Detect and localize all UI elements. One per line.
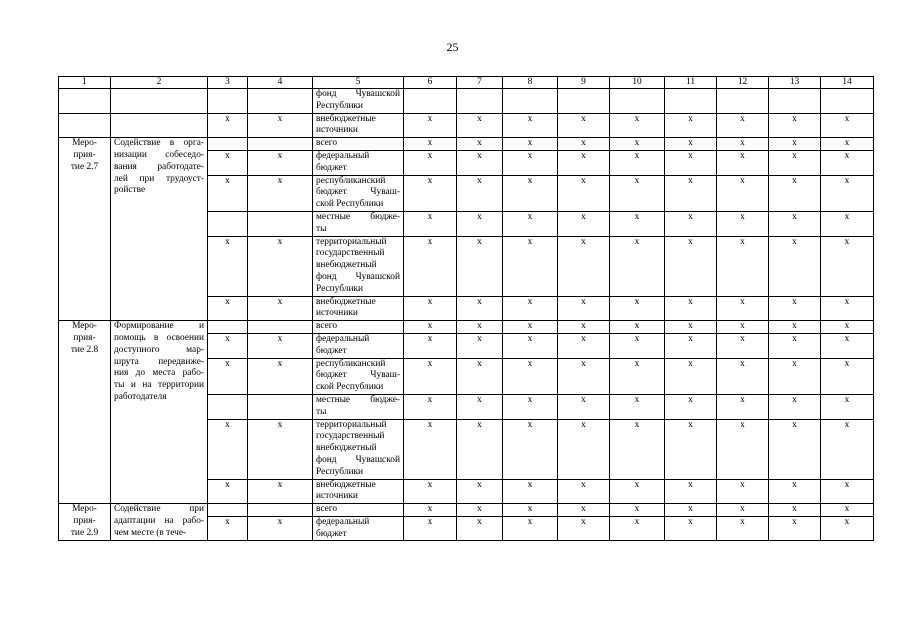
x-mark-cell: x bbox=[610, 321, 665, 334]
text-line: прия- bbox=[73, 332, 96, 343]
text-line: ты bbox=[316, 406, 327, 417]
x-mark-cell: x bbox=[457, 296, 503, 321]
x-mark-cell: x bbox=[558, 236, 610, 296]
x-mark-cell: x bbox=[503, 333, 558, 358]
x-mark-cell: x bbox=[717, 358, 769, 394]
text-line: Меро- bbox=[72, 504, 97, 515]
x-mark-cell: x bbox=[503, 516, 558, 541]
x-mark-cell: x bbox=[503, 113, 558, 138]
x-mark-cell: x bbox=[665, 504, 717, 517]
x-mark-cell: x bbox=[404, 113, 457, 138]
x-mark-cell: x bbox=[248, 516, 313, 541]
x-mark-cell: x bbox=[404, 333, 457, 358]
x-mark-cell: x bbox=[404, 150, 457, 175]
source-row bbox=[59, 89, 874, 114]
x-mark-cell: x bbox=[404, 236, 457, 296]
x-mark-cell: x bbox=[821, 358, 874, 394]
funding-source bbox=[313, 419, 404, 479]
x-mark-cell: x bbox=[610, 211, 665, 236]
x-mark-cell: x bbox=[404, 321, 457, 334]
empty-cell bbox=[404, 89, 457, 114]
x-mark-cell: x bbox=[821, 138, 874, 151]
x-mark-cell: x bbox=[821, 211, 874, 236]
text-line: Республики bbox=[316, 100, 364, 111]
column-header: 9 bbox=[558, 77, 610, 89]
x-mark-cell: x bbox=[558, 479, 610, 504]
activity-description bbox=[111, 321, 208, 504]
funding-source bbox=[313, 236, 404, 296]
x-mark-cell: x bbox=[248, 175, 313, 211]
source-row bbox=[59, 504, 874, 517]
text-line: бюджет bbox=[316, 528, 347, 539]
x-mark-cell: x bbox=[665, 150, 717, 175]
x-mark-cell: x bbox=[457, 113, 503, 138]
activity-number bbox=[59, 504, 111, 541]
x-mark-cell: x bbox=[248, 236, 313, 296]
x-mark-cell: x bbox=[558, 175, 610, 211]
empty-cell bbox=[59, 113, 111, 138]
x-mark-cell: x bbox=[208, 236, 248, 296]
source-row bbox=[59, 113, 874, 138]
x-mark-cell: x bbox=[665, 394, 717, 419]
x-mark-cell: x bbox=[717, 504, 769, 517]
x-mark-cell: x bbox=[457, 419, 503, 479]
x-mark-cell: x bbox=[558, 358, 610, 394]
funding-source bbox=[313, 394, 404, 419]
x-mark-cell: x bbox=[208, 479, 248, 504]
x-mark-cell: x bbox=[717, 419, 769, 479]
text-line: ты bbox=[316, 223, 327, 234]
x-mark-cell: x bbox=[503, 211, 558, 236]
x-mark-cell: x bbox=[665, 236, 717, 296]
x-mark-cell: x bbox=[665, 419, 717, 479]
x-mark-cell: x bbox=[769, 504, 821, 517]
x-mark-cell: x bbox=[208, 516, 248, 541]
x-mark-cell: x bbox=[404, 175, 457, 211]
x-mark-cell: x bbox=[665, 175, 717, 211]
text-line: фонд Чувашской bbox=[316, 454, 400, 465]
funding-source bbox=[313, 358, 404, 394]
funding-source bbox=[313, 113, 404, 138]
x-mark-cell: x bbox=[610, 333, 665, 358]
activity-description bbox=[111, 504, 208, 541]
empty-cell bbox=[111, 113, 208, 138]
x-mark-cell: x bbox=[503, 479, 558, 504]
page-number: 25 bbox=[446, 40, 459, 54]
x-mark-cell: x bbox=[665, 138, 717, 151]
x-mark-cell: x bbox=[558, 321, 610, 334]
empty-cell bbox=[208, 394, 248, 419]
text-line: доступного мар- bbox=[114, 344, 204, 355]
x-mark-cell: x bbox=[821, 296, 874, 321]
text-line: ты и на территории bbox=[114, 380, 204, 391]
x-mark-cell: x bbox=[717, 175, 769, 211]
column-header: 14 bbox=[821, 77, 874, 89]
x-mark-cell: x bbox=[208, 333, 248, 358]
empty-cell bbox=[208, 211, 248, 236]
x-mark-cell: x bbox=[610, 358, 665, 394]
x-mark-cell: x bbox=[769, 516, 821, 541]
x-mark-cell: x bbox=[717, 236, 769, 296]
x-mark-cell: x bbox=[503, 175, 558, 211]
text-line: внебюджетные bbox=[316, 296, 376, 307]
empty-cell bbox=[610, 89, 665, 114]
empty-cell bbox=[208, 504, 248, 517]
text-line: территориальный bbox=[316, 419, 387, 430]
x-mark-cell: x bbox=[457, 175, 503, 211]
x-mark-cell: x bbox=[404, 479, 457, 504]
x-mark-cell: x bbox=[457, 150, 503, 175]
text-line: Меро- bbox=[72, 138, 97, 149]
x-mark-cell: x bbox=[558, 394, 610, 419]
x-mark-cell: x bbox=[558, 504, 610, 517]
activity-description bbox=[111, 138, 208, 321]
x-mark-cell: x bbox=[248, 419, 313, 479]
funding-source bbox=[313, 150, 404, 175]
x-mark-cell: x bbox=[665, 516, 717, 541]
funding-source: всего bbox=[313, 321, 404, 334]
x-mark-cell: x bbox=[769, 419, 821, 479]
x-mark-cell: x bbox=[503, 358, 558, 394]
x-mark-cell: x bbox=[248, 150, 313, 175]
x-mark-cell: x bbox=[665, 211, 717, 236]
funding-source: всего bbox=[313, 504, 404, 517]
x-mark-cell: x bbox=[665, 113, 717, 138]
x-mark-cell: x bbox=[610, 394, 665, 419]
x-mark-cell: x bbox=[248, 113, 313, 138]
funding-source bbox=[313, 516, 404, 541]
x-mark-cell: x bbox=[208, 296, 248, 321]
x-mark-cell: x bbox=[503, 296, 558, 321]
text-line: внебюджетный bbox=[316, 443, 377, 454]
text-line: федеральный bbox=[316, 516, 370, 527]
text-line: тие 2.8 bbox=[70, 344, 99, 355]
text-line: источники bbox=[316, 491, 358, 502]
empty-cell bbox=[208, 89, 248, 114]
table-body bbox=[59, 77, 874, 541]
text-line: Формирование и bbox=[114, 321, 204, 332]
column-header: 8 bbox=[503, 77, 558, 89]
text-line: чем месте (в тече- bbox=[114, 527, 187, 538]
x-mark-cell: x bbox=[821, 516, 874, 541]
empty-cell bbox=[821, 89, 874, 114]
x-mark-cell: x bbox=[457, 394, 503, 419]
text-line: прия- bbox=[73, 149, 96, 160]
x-mark-cell: x bbox=[558, 516, 610, 541]
x-mark-cell: x bbox=[821, 236, 874, 296]
text-line: Содействие при bbox=[114, 504, 204, 515]
text-line: Республики bbox=[316, 283, 364, 294]
x-mark-cell: x bbox=[503, 236, 558, 296]
empty-cell bbox=[248, 504, 313, 517]
x-mark-cell: x bbox=[665, 321, 717, 334]
x-mark-cell: x bbox=[769, 211, 821, 236]
text-line: внебюджетные bbox=[316, 479, 376, 490]
column-header: 7 bbox=[457, 77, 503, 89]
column-header: 1 bbox=[59, 77, 111, 89]
empty-cell bbox=[457, 89, 503, 114]
x-mark-cell: x bbox=[208, 113, 248, 138]
funding-source: всего bbox=[313, 138, 404, 151]
x-mark-cell: x bbox=[821, 479, 874, 504]
x-mark-cell: x bbox=[717, 333, 769, 358]
x-mark-cell: x bbox=[208, 175, 248, 211]
x-mark-cell: x bbox=[769, 175, 821, 211]
x-mark-cell: x bbox=[821, 113, 874, 138]
text-line: местные бюдже- bbox=[316, 211, 400, 222]
source-row bbox=[59, 138, 874, 151]
text-line: ния до места рабо- bbox=[114, 368, 204, 379]
x-mark-cell: x bbox=[208, 150, 248, 175]
empty-cell bbox=[769, 89, 821, 114]
text-line: лей при трудоуст- bbox=[114, 173, 204, 184]
x-mark-cell: x bbox=[558, 150, 610, 175]
activity-number bbox=[59, 321, 111, 504]
text-line: вания работодате- bbox=[114, 161, 204, 172]
funding-source bbox=[313, 175, 404, 211]
x-mark-cell: x bbox=[610, 150, 665, 175]
x-mark-cell: x bbox=[717, 321, 769, 334]
x-mark-cell: x bbox=[610, 296, 665, 321]
text-line: бюджет bbox=[316, 162, 347, 173]
x-mark-cell: x bbox=[717, 479, 769, 504]
x-mark-cell: x bbox=[558, 333, 610, 358]
column-header: 5 bbox=[313, 77, 404, 89]
funding-source bbox=[313, 296, 404, 321]
x-mark-cell: x bbox=[821, 175, 874, 211]
text-line: работодателя bbox=[114, 391, 167, 402]
text-line: бюджет Чуваш- bbox=[316, 370, 400, 381]
x-mark-cell: x bbox=[457, 321, 503, 334]
x-mark-cell: x bbox=[503, 394, 558, 419]
x-mark-cell: x bbox=[404, 394, 457, 419]
text-line: республиканский bbox=[316, 358, 386, 369]
empty-cell bbox=[208, 321, 248, 334]
text-line: адаптации на рабо- bbox=[114, 515, 204, 526]
empty-cell bbox=[503, 89, 558, 114]
x-mark-cell: x bbox=[404, 358, 457, 394]
text-line: прия- bbox=[73, 515, 96, 526]
x-mark-cell: x bbox=[610, 504, 665, 517]
x-mark-cell: x bbox=[457, 504, 503, 517]
x-mark-cell: x bbox=[717, 150, 769, 175]
x-mark-cell: x bbox=[717, 211, 769, 236]
text-line: источники bbox=[316, 308, 358, 319]
x-mark-cell: x bbox=[457, 333, 503, 358]
text-line: государственный bbox=[316, 248, 385, 259]
x-mark-cell: x bbox=[769, 296, 821, 321]
column-header: 3 bbox=[208, 77, 248, 89]
x-mark-cell: x bbox=[208, 419, 248, 479]
column-header: 11 bbox=[665, 77, 717, 89]
x-mark-cell: x bbox=[769, 236, 821, 296]
x-mark-cell: x bbox=[457, 211, 503, 236]
budget-table bbox=[58, 76, 874, 541]
text-line: бюджет bbox=[316, 345, 347, 356]
x-mark-cell: x bbox=[610, 138, 665, 151]
text-line: низации собеседо- bbox=[114, 149, 204, 160]
x-mark-cell: x bbox=[558, 296, 610, 321]
activity-number bbox=[59, 138, 111, 321]
empty-cell bbox=[248, 211, 313, 236]
x-mark-cell: x bbox=[769, 479, 821, 504]
text-line: местные бюдже- bbox=[316, 394, 400, 405]
header-row bbox=[59, 77, 874, 89]
funding-source bbox=[313, 89, 404, 114]
x-mark-cell: x bbox=[558, 113, 610, 138]
text-line: тие 2.7 bbox=[70, 161, 99, 172]
column-header: 12 bbox=[717, 77, 769, 89]
x-mark-cell: x bbox=[665, 296, 717, 321]
text-line: федеральный bbox=[316, 333, 370, 344]
x-mark-cell: x bbox=[610, 516, 665, 541]
x-mark-cell: x bbox=[610, 419, 665, 479]
x-mark-cell: x bbox=[503, 321, 558, 334]
funding-source bbox=[313, 211, 404, 236]
x-mark-cell: x bbox=[610, 236, 665, 296]
x-mark-cell: x bbox=[503, 504, 558, 517]
funding-source bbox=[313, 333, 404, 358]
text-line: шрута передвиже- bbox=[114, 356, 204, 367]
empty-cell bbox=[248, 89, 313, 114]
x-mark-cell: x bbox=[503, 150, 558, 175]
x-mark-cell: x bbox=[769, 113, 821, 138]
x-mark-cell: x bbox=[457, 479, 503, 504]
text-line: республиканский bbox=[316, 175, 386, 186]
text-line: Содействие в орга- bbox=[114, 138, 204, 149]
x-mark-cell: x bbox=[717, 394, 769, 419]
x-mark-cell: x bbox=[821, 504, 874, 517]
x-mark-cell: x bbox=[769, 321, 821, 334]
x-mark-cell: x bbox=[717, 138, 769, 151]
x-mark-cell: x bbox=[717, 296, 769, 321]
text-line: помощь в освоении bbox=[114, 332, 204, 343]
empty-cell bbox=[248, 138, 313, 151]
text-line: бюджет Чуваш- bbox=[316, 187, 400, 198]
text-line: федеральный bbox=[316, 150, 370, 161]
empty-cell bbox=[59, 89, 111, 114]
text-line: территориальный bbox=[316, 236, 387, 247]
x-mark-cell: x bbox=[457, 236, 503, 296]
x-mark-cell: x bbox=[404, 504, 457, 517]
x-mark-cell: x bbox=[503, 138, 558, 151]
x-mark-cell: x bbox=[769, 358, 821, 394]
empty-cell bbox=[558, 89, 610, 114]
x-mark-cell: x bbox=[503, 419, 558, 479]
x-mark-cell: x bbox=[665, 358, 717, 394]
x-mark-cell: x bbox=[457, 138, 503, 151]
x-mark-cell: x bbox=[558, 211, 610, 236]
x-mark-cell: x bbox=[821, 419, 874, 479]
x-mark-cell: x bbox=[248, 358, 313, 394]
funding-source bbox=[313, 479, 404, 504]
x-mark-cell: x bbox=[610, 479, 665, 504]
source-row bbox=[59, 321, 874, 334]
x-mark-cell: x bbox=[769, 150, 821, 175]
text-line: тие 2.9 bbox=[70, 527, 99, 538]
empty-cell bbox=[248, 394, 313, 419]
text-line: Меро- bbox=[72, 321, 97, 332]
x-mark-cell: x bbox=[558, 419, 610, 479]
empty-cell bbox=[717, 89, 769, 114]
column-header: 10 bbox=[610, 77, 665, 89]
x-mark-cell: x bbox=[821, 150, 874, 175]
x-mark-cell: x bbox=[821, 321, 874, 334]
empty-cell bbox=[208, 138, 248, 151]
x-mark-cell: x bbox=[404, 516, 457, 541]
text-line: фонд Чувашской bbox=[316, 271, 400, 282]
x-mark-cell: x bbox=[404, 138, 457, 151]
x-mark-cell: x bbox=[404, 419, 457, 479]
x-mark-cell: x bbox=[457, 358, 503, 394]
x-mark-cell: x bbox=[404, 211, 457, 236]
x-mark-cell: x bbox=[769, 138, 821, 151]
text-line: внебюджетные bbox=[316, 113, 376, 124]
x-mark-cell: x bbox=[610, 175, 665, 211]
column-header: 4 bbox=[248, 77, 313, 89]
x-mark-cell: x bbox=[769, 394, 821, 419]
x-mark-cell: x bbox=[665, 479, 717, 504]
x-mark-cell: x bbox=[457, 516, 503, 541]
x-mark-cell: x bbox=[610, 113, 665, 138]
x-mark-cell: x bbox=[821, 394, 874, 419]
empty-cell bbox=[248, 321, 313, 334]
x-mark-cell: x bbox=[404, 296, 457, 321]
x-mark-cell: x bbox=[717, 516, 769, 541]
x-mark-cell: x bbox=[208, 358, 248, 394]
empty-cell bbox=[111, 89, 208, 114]
column-header: 6 bbox=[404, 77, 457, 89]
x-mark-cell: x bbox=[665, 333, 717, 358]
text-line: ской Республики bbox=[316, 199, 384, 210]
text-line: фонд Чувашской bbox=[316, 89, 400, 99]
text-line: Республики bbox=[316, 466, 364, 477]
x-mark-cell: x bbox=[248, 333, 313, 358]
x-mark-cell: x bbox=[248, 479, 313, 504]
x-mark-cell: x bbox=[717, 113, 769, 138]
empty-cell bbox=[665, 89, 717, 114]
x-mark-cell: x bbox=[558, 138, 610, 151]
text-line: внебюджетный bbox=[316, 260, 377, 271]
column-header: 2 bbox=[111, 77, 208, 89]
text-line: ройстве bbox=[114, 185, 146, 196]
text-line: источники bbox=[316, 125, 358, 136]
column-header: 13 bbox=[769, 77, 821, 89]
text-line: ской Республики bbox=[316, 382, 384, 393]
x-mark-cell: x bbox=[821, 333, 874, 358]
text-line: государственный bbox=[316, 431, 385, 442]
x-mark-cell: x bbox=[248, 296, 313, 321]
x-mark-cell: x bbox=[769, 333, 821, 358]
